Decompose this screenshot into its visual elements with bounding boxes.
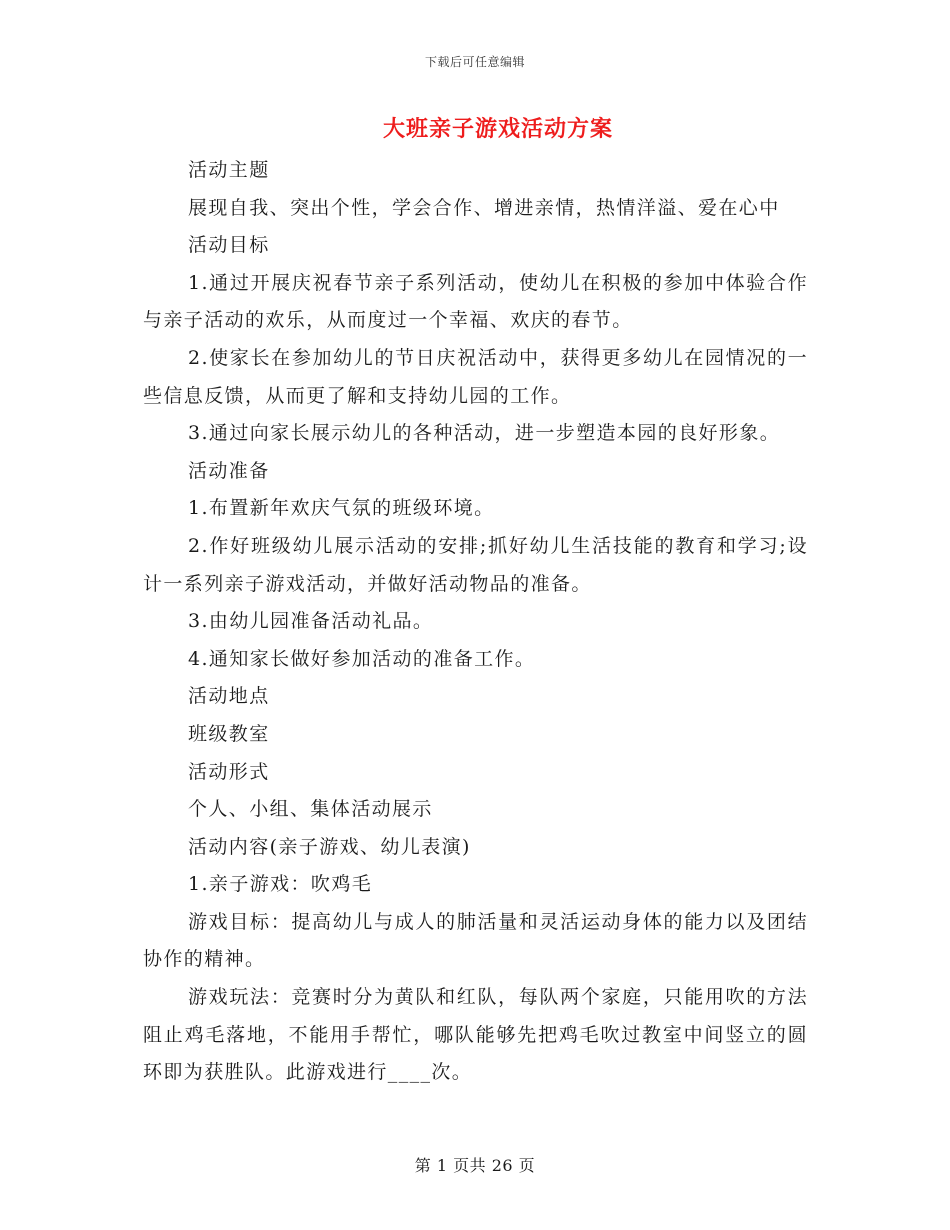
paragraph: 1.亲子游戏：吹鸡毛: [188, 873, 373, 896]
paragraph: 游戏目标：提高幼儿与成人的肺活量和灵活运动身体的能力以及团结协作的精神。: [143, 910, 808, 971]
header-note: 下载后可任意编辑: [424, 55, 525, 69]
page-number: 第 1 页共 26 页: [414, 1156, 536, 1175]
paragraph: 班级教室: [188, 722, 270, 745]
document-title: 大班亲子游戏活动方案: [382, 116, 613, 142]
paragraph: 游戏玩法：竞赛时分为黄队和红队，每队两个家庭，只能用吹的方法阻止鸡毛落地，不能用手帮忙，哪队能够先把鸡毛吹过教室中间竖立的圆环即为获胜队。此游戏进行____次。: [143, 986, 808, 1084]
paragraph: 1.布置新年欢庆气氛的班级环境。: [188, 497, 495, 520]
paragraph: 2.使家长在参加幼儿的节日庆祝活动中，获得更多幼儿在园情况的一些信息反馈，从而更了解和支持幼儿园的工作。: [143, 346, 808, 407]
paragraph: 4.通知家长做好参加活动的准备工作。: [188, 647, 536, 670]
paragraph: 活动内容(亲子游戏、幼儿表演): [188, 835, 471, 858]
paragraph: 活动目标: [188, 234, 270, 257]
paragraph: 1.通过开展庆祝春节亲子系列活动，使幼儿在积极的参加中体验合作与亲子活动的欢乐，从而度过一个幸福、欢庆的春节。: [143, 271, 808, 332]
paragraph: 个人、小组、集体活动展示: [188, 798, 433, 821]
paragraph: 活动主题: [188, 159, 270, 181]
paragraph: 3.由幼儿园准备活动礼品。: [188, 610, 434, 633]
paragraph: 活动准备: [188, 459, 270, 482]
paragraph: 活动形式: [188, 760, 270, 783]
paragraph: 3.通过向家长展示幼儿的各种活动，进一步塑造本园的良好形象。: [188, 422, 781, 445]
paragraph: 2.作好班级幼儿展示活动的安排;抓好幼儿生活技能的教育和学习;设计一系列亲子游戏活动，并做好活动物品的准备。: [143, 534, 808, 595]
paragraph: 展现自我、突出个性，学会合作、增进亲情，热情洋溢、爱在心中: [188, 196, 780, 219]
document-body: [143, 152, 808, 1092]
paragraph: 活动地点: [188, 685, 270, 708]
